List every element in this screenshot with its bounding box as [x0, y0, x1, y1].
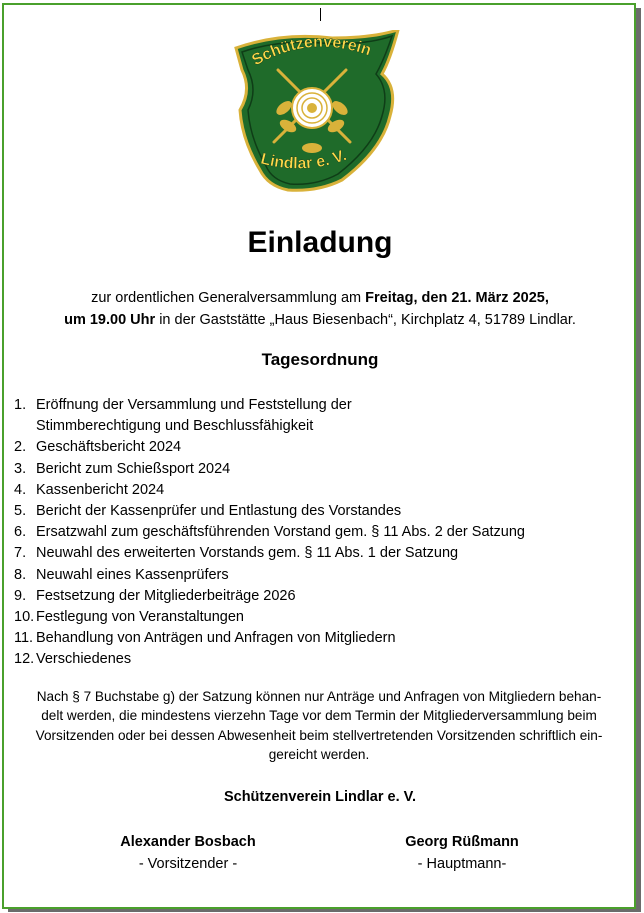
- page-title: Einladung: [247, 226, 393, 259]
- list-item: [14, 459, 614, 480]
- item-number: 4.: [14, 481, 27, 498]
- intro-date: Freitag, den 21. März 2025,: [365, 290, 549, 306]
- list-item: [14, 522, 614, 543]
- club-logo: [222, 30, 402, 192]
- list-item: [14, 480, 614, 501]
- list-item: [14, 607, 614, 628]
- intro-text: [0, 287, 640, 331]
- list-item: [14, 543, 614, 564]
- signature-chairman: [58, 831, 318, 875]
- item-number: 6.: [14, 524, 27, 541]
- list-item: [14, 565, 614, 586]
- svg-text:Lindlar e. V.: Lindlar e. V.: [258, 147, 349, 173]
- agenda-title: Tagesordnung: [261, 350, 379, 369]
- note-line2: delt werden, die mindestens vierzehn Tage vor dem Termin der Mitgliederversammlung beim: [41, 708, 597, 724]
- list-item: [14, 437, 614, 458]
- item-number: 3.: [14, 460, 27, 477]
- list-item: [14, 628, 614, 649]
- note-line3: Vorsitzenden oder bei dessen Abwesenheit beim stellvertretenden Vorsitzenden schriftlich ein-: [35, 727, 603, 743]
- note-line4: gereicht werden.: [268, 747, 370, 763]
- item-text: Ersatzwahl zum geschäftsführenden Vorstand gem. § 11 Abs. 2 der Satzung: [36, 524, 525, 541]
- item-text-line2: Stimmberechtigung und Beschlussfähigkeit: [36, 418, 314, 435]
- statute-note: [12, 687, 626, 765]
- intro-part1: zur ordentlichen Generalversammlung am: [91, 290, 366, 306]
- item-number: 12.: [14, 651, 35, 668]
- list-item: [14, 586, 614, 607]
- item-number: 1.: [14, 397, 27, 413]
- item-number: 5.: [14, 503, 27, 520]
- list-item: [14, 395, 614, 437]
- note-line1: Nach § 7 Buchstabe g) der Satzung können nur Anträge und Anfragen von Mitgliedern behan-: [36, 689, 602, 704]
- item-number: 11.: [14, 630, 34, 647]
- intro-part2: in der Gaststätte „Haus Biesenbach“, Kirchplatz 4, 51789 Lindlar.: [155, 312, 576, 328]
- signatory-role: - Hauptmann-: [417, 856, 507, 872]
- item-number: 8.: [14, 566, 27, 583]
- item-text: Festlegung von Veranstaltungen: [36, 609, 244, 626]
- item-text-line1: Eröffnung der Versammlung und Feststellung der: [36, 397, 352, 413]
- svg-text:Schützenverein: Schützenverein: [249, 33, 374, 70]
- item-number: 2.: [14, 439, 27, 456]
- item-text: Verschiedenes: [36, 651, 132, 668]
- item-text: Behandlung von Anträgen und Anfragen von Mitgliedern: [36, 630, 396, 647]
- item-text: Festsetzung der Mitgliederbeiträge 2026: [36, 587, 296, 604]
- item-number: 7.: [14, 545, 27, 562]
- page-shadow-right: [636, 8, 641, 911]
- signatory-role: - Vorsitzender -: [138, 856, 238, 872]
- item-text: Neuwahl eines Kassenprüfers: [36, 566, 229, 583]
- signatory-name: Alexander Bosbach: [120, 834, 256, 850]
- target-icon: [292, 88, 332, 128]
- list-item: [14, 501, 614, 522]
- signatory-name: Georg Rüßmann: [405, 834, 519, 850]
- item-text: Bericht zum Schießsport 2024: [36, 460, 231, 477]
- club-name: Schützenverein Lindlar e. V.: [223, 789, 417, 805]
- item-text: Neuwahl des erweiterten Vorstands gem. § 11 Abs. 1 der Satzung: [36, 545, 459, 562]
- signature-captain: [332, 831, 592, 875]
- agenda-list: [14, 395, 614, 671]
- intro-time: um 19.00 Uhr: [64, 312, 156, 328]
- item-text: Bericht der Kassenprüfer und Entlastung des Vorstandes: [36, 503, 402, 520]
- list-item: [14, 649, 614, 670]
- item-number: 10.: [14, 609, 35, 626]
- text-cursor: [320, 8, 321, 21]
- item-number: 9.: [14, 587, 27, 604]
- item-text: Kassenbericht 2024: [36, 481, 165, 498]
- item-text: Geschäftsbericht 2024: [36, 439, 182, 456]
- item-text: [36, 395, 614, 437]
